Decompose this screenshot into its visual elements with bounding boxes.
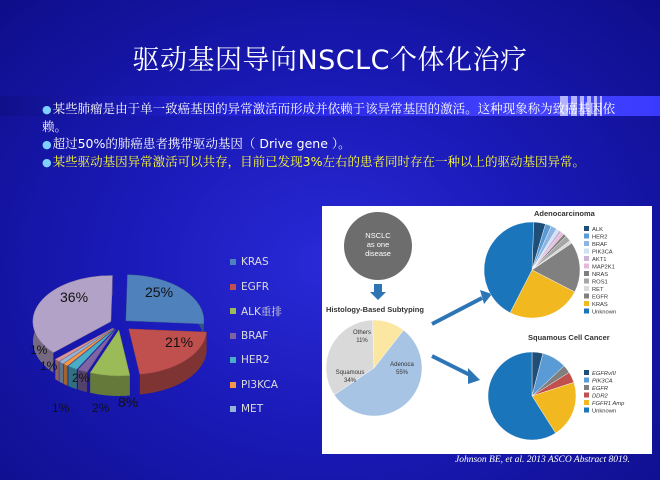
slide-title: 驱动基因导向NSCLC个体化治疗	[132, 45, 528, 76]
adeno-title: Adenocarcinoma	[534, 209, 595, 218]
adeno-legend-swatch	[584, 271, 589, 276]
squamous-legend-label: Unknown	[592, 408, 617, 415]
adeno-legend-label: MAP2K1	[592, 264, 615, 271]
squamous-legend-swatch	[584, 385, 589, 390]
adeno-legend-label: ROS1	[592, 279, 608, 286]
adeno-legend-swatch	[584, 309, 589, 314]
legend-label: PI3KCA	[241, 378, 278, 391]
adeno-legend-swatch	[584, 226, 589, 231]
squamous-legend-label: FGFR1 Amp	[592, 401, 625, 407]
arrow-squamous-icon	[432, 356, 472, 376]
driver-gene-pie-chart	[30, 262, 230, 432]
arrow-squamous-head-icon	[468, 368, 480, 384]
adeno-legend-label: AKT1	[592, 257, 607, 263]
bullet-item	[42, 135, 632, 153]
arrow-adeno-icon	[432, 298, 482, 324]
adeno-legend-swatch	[584, 294, 589, 299]
histology-title: Histology-Based Subtyping	[326, 305, 424, 314]
histology-slice-label: Adenoca	[390, 362, 414, 368]
legend-item	[230, 324, 282, 349]
legend-item	[230, 373, 282, 398]
study-figure-svg	[322, 206, 652, 454]
nsclc-label: as one	[366, 240, 390, 249]
legend-label: HER2	[241, 354, 270, 367]
legend-item	[230, 275, 282, 300]
adeno-legend-swatch	[584, 301, 589, 306]
squamous-legend-label: DDR2	[592, 393, 608, 400]
bullet-dot-icon: ●	[42, 103, 52, 116]
squamous-legend-swatch	[584, 378, 589, 383]
adeno-legend-label: HER2	[592, 234, 608, 241]
legend-item	[230, 348, 282, 373]
nsclc-label: disease	[365, 249, 391, 258]
legend-item	[230, 397, 282, 422]
legend-label: EGFR	[241, 280, 270, 293]
adeno-legend-swatch	[584, 286, 589, 291]
legend-label: BRAF	[241, 329, 269, 342]
study-figure	[322, 206, 652, 454]
squamous-title: Squamous Cell Cancer	[528, 333, 610, 342]
pie-data-label: 1%	[30, 343, 48, 357]
bullet-item	[42, 100, 632, 135]
pie-data-label: 36%	[60, 289, 89, 305]
pie-slice-side	[59, 362, 63, 384]
adeno-legend-label: RET	[592, 287, 604, 293]
legend-swatch	[230, 357, 236, 363]
squamous-legend-swatch	[584, 400, 589, 405]
bullet-dot-icon: ●	[42, 156, 52, 169]
adeno-legend-label: EGFR	[592, 294, 609, 301]
adeno-legend-swatch	[584, 279, 589, 284]
pie-data-label: 1%	[52, 401, 70, 415]
bullet-text: 超过50%的肺癌患者携带驱动基因（ Drive gene ）。	[52, 136, 351, 151]
histology-slice-value: 11%	[356, 338, 368, 344]
adeno-legend-label: NRAS	[592, 272, 609, 278]
adeno-legend-swatch	[584, 241, 589, 246]
pie-data-label: 1%	[40, 359, 58, 373]
squamous-legend-label: PIK3CA	[592, 378, 613, 385]
legend-swatch	[230, 259, 236, 265]
nsclc-label: NSCLC	[365, 231, 391, 240]
legend-swatch	[230, 333, 236, 339]
adeno-legend-swatch	[584, 249, 589, 254]
legend-label: KRAS	[241, 256, 269, 269]
legend-label: ALK重排	[241, 305, 282, 318]
down-arrow-icon	[370, 284, 386, 300]
legend-swatch	[230, 382, 236, 388]
bullet-text: 某些驱动基因异常激活可以共存，目前已发现3%左右的患者同时存在一种以上的驱动基因异常。	[52, 154, 585, 169]
pie-data-label: 2%	[72, 371, 90, 385]
squamous-legend-swatch	[584, 370, 589, 375]
adeno-legend-label: BRAF	[592, 242, 608, 248]
legend-swatch	[230, 308, 236, 314]
histology-slice-label: Squamous	[335, 370, 365, 376]
adeno-legend-swatch	[584, 264, 589, 269]
histology-slice-value: 55%	[395, 370, 409, 376]
citation: Johnson BE, et al. 2013 ASCO Abstract 8019.	[455, 455, 630, 465]
pie-slice-side	[64, 364, 68, 386]
pie-data-label: 2%	[92, 401, 110, 415]
pie-data-label: 25%	[145, 284, 174, 300]
adeno-legend-label: PIK3CA	[592, 249, 613, 256]
bullet-list	[42, 100, 632, 171]
legend-item	[230, 299, 282, 324]
squamous-legend-swatch	[584, 393, 589, 398]
bullet-text: 某些肺瘤是由于单一致癌基因的异常激活而形成并依赖于该异常基因的激活。这种现象称为致癌基因依赖。	[42, 101, 616, 134]
driver-gene-legend	[230, 250, 282, 422]
legend-item	[230, 250, 282, 275]
pie-slice-side	[90, 373, 130, 396]
legend-label: MET	[241, 403, 264, 416]
squamous-legend-swatch	[584, 408, 589, 413]
legend-swatch	[230, 284, 236, 290]
pie-data-label: 8%	[118, 394, 139, 410]
adeno-legend-label: KRAS	[592, 302, 608, 308]
legend-swatch	[230, 406, 236, 412]
adeno-legend-label: ALK	[592, 227, 603, 233]
squamous-legend-label: EGFR	[592, 386, 609, 392]
adeno-legend-swatch	[584, 234, 589, 239]
pie-data-label: 21%	[165, 334, 194, 350]
histology-slice-value: 34%	[343, 378, 357, 384]
adeno-legend-swatch	[584, 256, 589, 261]
adeno-legend-label: Unknown	[592, 309, 617, 316]
bullet-dot-icon: ●	[42, 138, 52, 151]
histology-slice-label: Others	[352, 330, 372, 336]
squamous-legend-label: EGFRvIII	[592, 371, 616, 377]
bullet-item	[42, 153, 632, 171]
